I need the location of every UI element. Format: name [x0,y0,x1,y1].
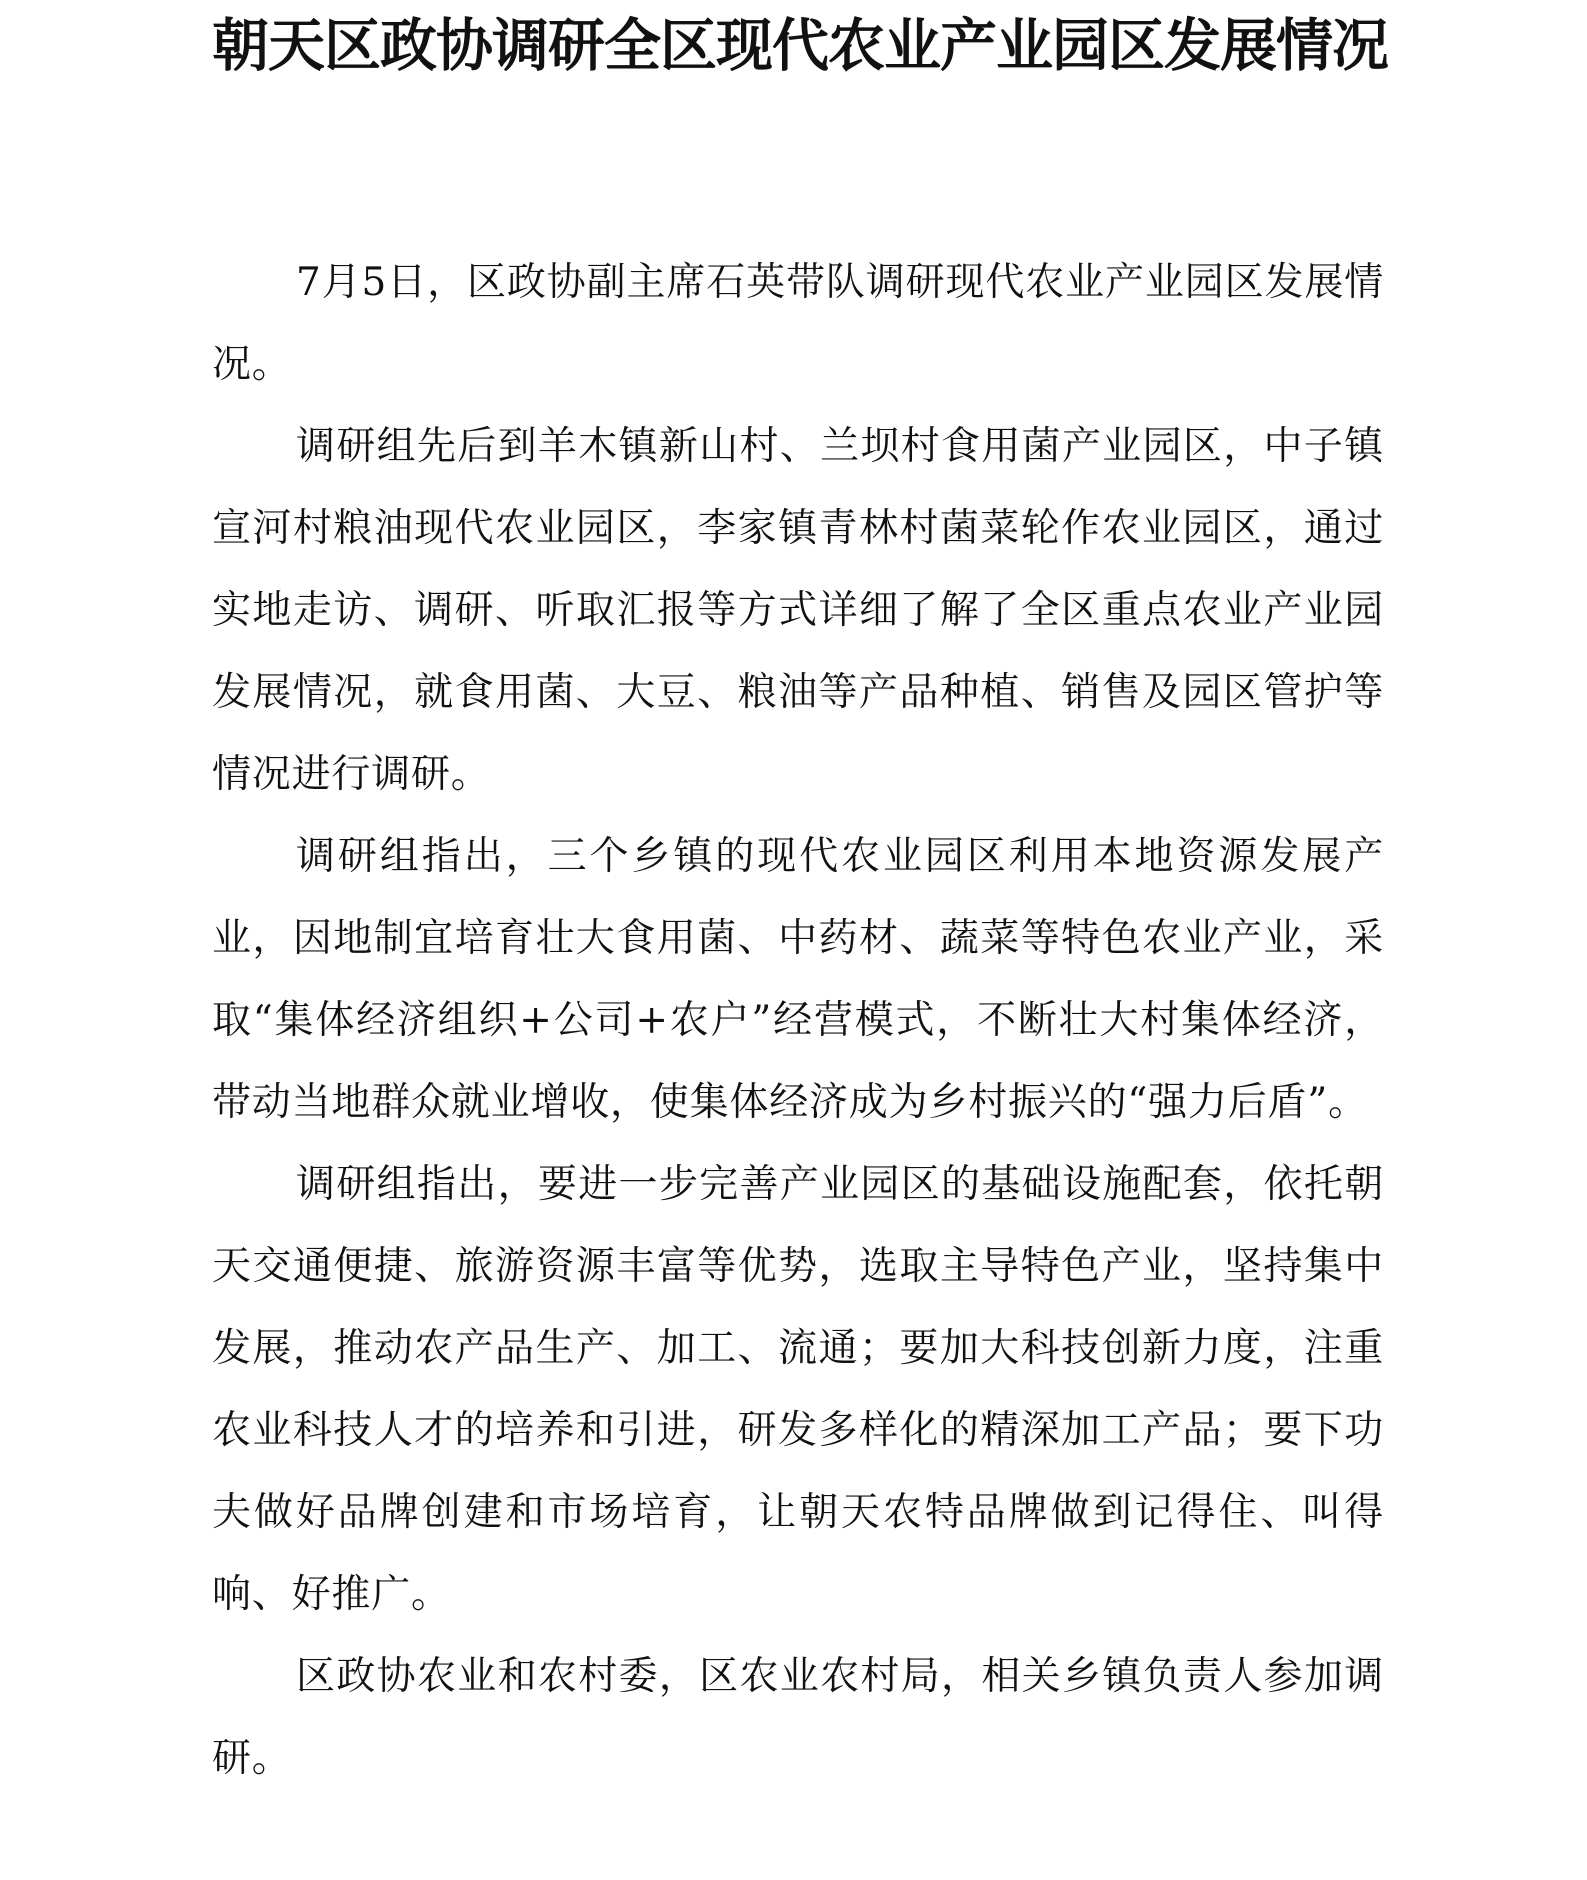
paragraph-1: 7月5日，区政协副主席石英带队调研现代农业产业园区发展情况。 [212,260,1384,387]
paragraph-3: 调研组指出，三个乡镇的现代农业园区利用本地资源发展产业，因地制宜培育壮大食用菌、中药材、蔬菜等特色农业产业，采取“集体经济组织+公司+农户”经营模式，不断壮大村集体经济，带动当地群众就业增收，使集体经济成为乡村振兴的“强力后盾”。 [212,834,1384,1125]
paragraph-4: 调研组指出，要进一步完善产业园区的基础设施配套，依托朝天交通便捷、旅游资源丰富等优势，选取主导特色产业，坚持集中发展，推动农产品生产、加工、流通；要加大科技创新力度，注重农业科技人才的培养和引进，研发多样化的精深加工产品；要下功夫做好品牌创建和市场培育，让朝天农特品牌做到记得住、叫得响、好推广。 [212,1162,1384,1617]
article-body [212,242,1384,1800]
paragraph-2: 调研组先后到羊木镇新山村、兰坝村食用菌产业园区，中子镇宣河村粮油现代农业园区，李家镇青林村菌菜轮作农业园区，通过实地走访、调研、听取汇报等方式详细了解了全区重点农业产业园发展情况，就食用菌、大豆、粮油等产品种植、销售及园区管护等情况进行调研。 [212,424,1384,797]
paragraph-5: 区政协农业和农村委，区农业农村局，相关乡镇负责人参加调研。 [212,1654,1384,1781]
page-title: 朝天区政协调研全区现代农业产业园区发展情况 [212,12,1388,79]
